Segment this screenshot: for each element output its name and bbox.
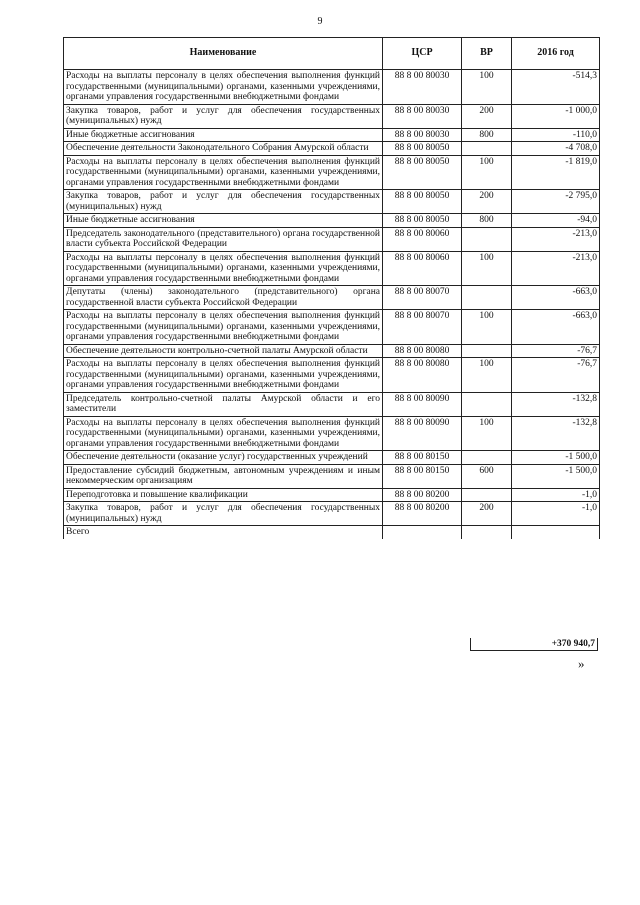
cell-sum: -2 795,0 [512,190,600,214]
total-label: Всего [64,526,383,539]
cell-vr: 100 [462,358,512,393]
cell-csr: 88 8 00 80070 [383,286,462,310]
total-sum-cell [512,526,600,539]
table-row [64,190,600,214]
cell-sum: -132,8 [512,416,600,451]
cell-name: Расходы на выплаты персоналу в целях обеспечения выполнения функций государственными (муниципальными) органами, казенными учреждениями, органами управления государственными внебюджетными фондами [64,358,383,393]
column-header-name: Наименование [64,38,383,70]
table-row [64,344,600,358]
cell-vr: 200 [462,104,512,128]
cell-csr: 88 8 00 80070 [383,310,462,345]
cell-vr: 600 [462,464,512,488]
cell-sum: -663,0 [512,286,600,310]
cell-name: Председатель законодательного (представительного) органа государственной власти субъекта Российской Федерации [64,227,383,251]
page-number: 9 [317,16,323,27]
table-row [64,358,600,393]
table-row [64,464,600,488]
cell-csr: 88 8 00 80150 [383,451,462,465]
cell-name: Иные бюджетные ассигнования [64,214,383,228]
cell-sum: -1,0 [512,488,600,502]
total-vr-cell [462,526,512,539]
cell-vr: 100 [462,416,512,451]
cell-name: Закупка товаров, работ и услуг для обеспечения государственных (муниципальных) нужд [64,104,383,128]
cell-csr: 88 8 00 80080 [383,358,462,393]
cell-name: Закупка товаров, работ и услуг для обеспечения государственных (муниципальных) нужд [64,190,383,214]
table-row [64,128,600,142]
cell-name: Депутаты (члены) законодательного (представительного) органа государственной власти субъекта Российской Федерации [64,286,383,310]
cell-name: Обеспечение деятельности Законодательного Собрания Амурской области [64,142,383,156]
cell-csr: 88 8 00 80030 [383,104,462,128]
cell-csr: 88 8 00 80150 [383,464,462,488]
cell-name: Расходы на выплаты персоналу в целях обеспечения выполнения функций государственными (муниципальными) органами, казенными учреждениями, органами управления государственными внебюджетными фондами [64,155,383,190]
cell-vr: 100 [462,155,512,190]
cell-csr: 88 8 00 80200 [383,488,462,502]
cell-csr: 88 8 00 80050 [383,190,462,214]
cell-vr [462,488,512,502]
cell-sum: -76,7 [512,344,600,358]
cell-vr: 200 [462,502,512,526]
cell-csr: 88 8 00 80050 [383,142,462,156]
cell-sum: -1 000,0 [512,104,600,128]
cell-sum: -663,0 [512,310,600,345]
cell-sum: -1,0 [512,502,600,526]
table-row [64,142,600,156]
cell-csr: 88 8 00 80090 [383,392,462,416]
cell-vr: 800 [462,214,512,228]
cell-csr: 88 8 00 80060 [383,227,462,251]
table-row [64,286,600,310]
cell-name: Обеспечение деятельности контрольно-счетной палаты Амурской области [64,344,383,358]
cell-csr: 88 8 00 80050 [383,155,462,190]
total-row [64,526,600,539]
cell-csr: 88 8 00 80080 [383,344,462,358]
closing-quote: » [578,656,585,671]
cell-name: Переподготовка и повышение квалификации [64,488,383,502]
cell-vr [462,344,512,358]
cell-name: Предоставление субсидий бюджетным, автономным учреждениям и иным некоммерческим организациям [64,464,383,488]
cell-csr: 88 8 00 80060 [383,251,462,286]
table-row [64,310,600,345]
cell-sum: -213,0 [512,251,600,286]
cell-sum: -514,3 [512,70,600,105]
table-row [64,392,600,416]
cell-name: Закупка товаров, работ и услуг для обеспечения государственных (муниципальных) нужд [64,502,383,526]
column-header-vr: ВР [462,38,512,70]
cell-vr [462,451,512,465]
table-row [64,214,600,228]
cell-vr [462,286,512,310]
cell-sum: -132,8 [512,392,600,416]
column-header-csr: ЦСР [383,38,462,70]
cell-sum: -1 500,0 [512,451,600,465]
cell-name: Обеспечение деятельности (оказание услуг) государственных учреждений [64,451,383,465]
cell-vr: 100 [462,251,512,286]
cell-name: Расходы на выплаты персоналу в целях обеспечения выполнения функций государственными (муниципальными) органами, казенными учреждениями, органами управления государственными внебюджетными фондами [64,310,383,345]
cell-name: Расходы на выплаты персоналу в целях обеспечения выполнения функций государственными (муниципальными) органами, казенными учреждениями, органами управления государственными внебюджетными фондами [64,70,383,105]
cell-vr [462,227,512,251]
cell-name: Расходы на выплаты персоналу в целях обеспечения выполнения функций государственными (муниципальными) органами, казенными учреждениями, органами управления государственными внебюджетными фондами [64,251,383,286]
cell-sum: -76,7 [512,358,600,393]
cell-csr: 88 8 00 80030 [383,70,462,105]
table-row [64,104,600,128]
cell-csr: 88 8 00 80050 [383,214,462,228]
table-row [64,251,600,286]
total-csr-cell [383,526,462,539]
cell-csr: 88 8 00 80200 [383,502,462,526]
table-row [64,227,600,251]
cell-vr: 100 [462,70,512,105]
cell-vr: 100 [462,310,512,345]
table-row [64,70,600,105]
table-body [64,70,600,526]
cell-sum: -1 819,0 [512,155,600,190]
cell-name: Расходы на выплаты персоналу в целях обеспечения выполнения функций государственными (муниципальными) органами, казенными учреждениями, органами управления государственными внебюджетными фондами [64,416,383,451]
cell-sum: -110,0 [512,128,600,142]
column-header-year: 2016 год [512,38,600,70]
table-row [64,155,600,190]
table-row [64,502,600,526]
cell-vr: 200 [462,190,512,214]
cell-name: Иные бюджетные ассигнования [64,128,383,142]
cell-vr: 800 [462,128,512,142]
cell-csr: 88 8 00 80090 [383,416,462,451]
table-row [64,416,600,451]
table-row [64,451,600,465]
cell-sum: -1 500,0 [512,464,600,488]
cell-sum: -94,0 [512,214,600,228]
cell-vr [462,142,512,156]
total-value: +370 940,7 [470,638,598,651]
table-header-row [64,38,600,70]
cell-sum: -213,0 [512,227,600,251]
cell-csr: 88 8 00 80030 [383,128,462,142]
table-row [64,488,600,502]
budget-table [63,37,600,539]
cell-sum: -4 708,0 [512,142,600,156]
cell-name: Председатель контрольно-счетной палаты Амурской области и его заместители [64,392,383,416]
cell-vr [462,392,512,416]
